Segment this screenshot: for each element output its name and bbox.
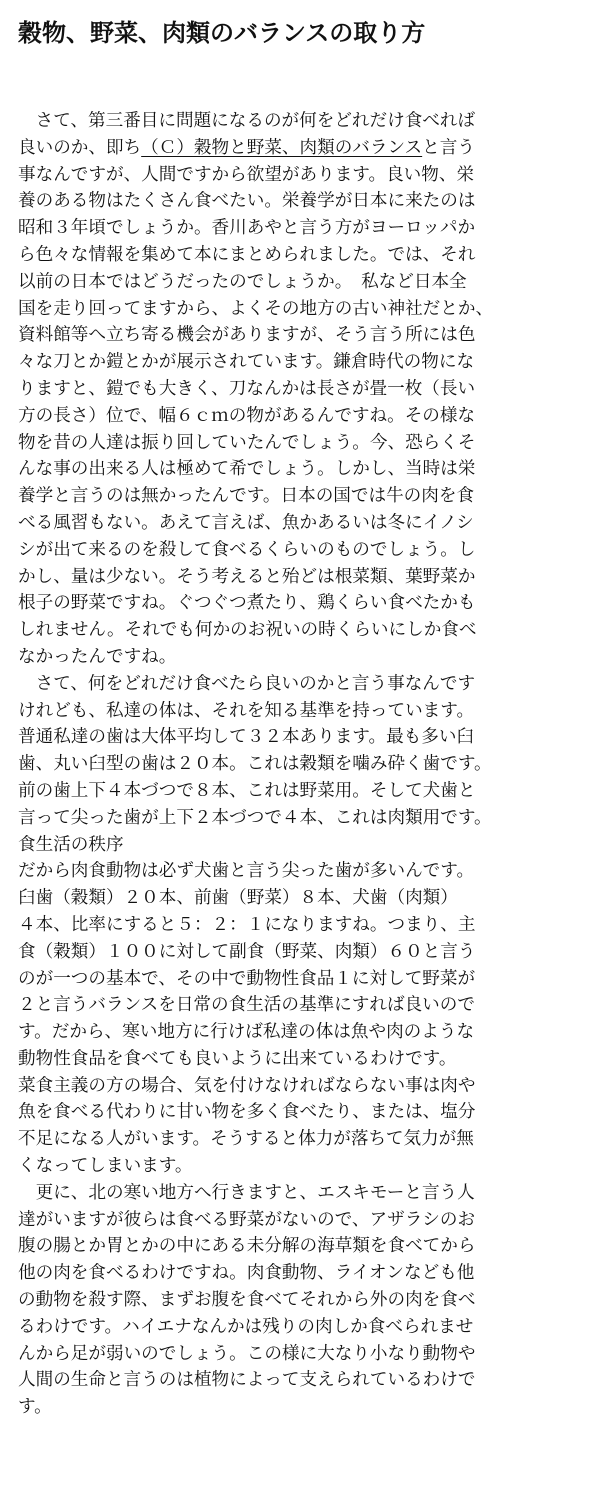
text-line: んな事の出来る人は極めて希でしょう。しかし、当時は栄 [18, 459, 476, 480]
text-line: 以前の日本ではどうだったのでしょうか。 私など日本全 [18, 271, 467, 292]
text-line: 前の歯上下４本づつで８本、これは野菜用。そして犬歯と [18, 780, 476, 801]
line-segment: 良いのか、即ち [18, 137, 142, 158]
text-line: 動物性食品を食べても良いように出来ているわけです。 [18, 1048, 457, 1069]
underlined-phrase: （Ｃ）穀物と野菜、肉類のバランス [141, 137, 423, 158]
section-heading: 食生活の秩序 [18, 834, 124, 855]
text-line: なかったんですね。 [18, 646, 177, 667]
text-line: 菜食主義の方の場合、気を付けなければならない事は肉や [18, 1075, 476, 1096]
text-line: 他の肉を食べるわけですね。肉食動物、ライオンなども他 [18, 1263, 475, 1284]
text-line: ら色々な情報を集めて本にまとめられました。では、それ [18, 244, 476, 265]
text-line: シが出て来るのを殺して食べるくらいのものでしょう。し [18, 539, 476, 560]
text-line: べる風習もない。あえて言えば、魚かあるいは冬にイノシ [18, 512, 474, 533]
text-line: 魚を食べる代わりに甘い物を多く食べたり、または、塩分 [18, 1102, 476, 1123]
text-line: 養学と言うのは無かったんです。日本の国では牛の肉を食 [18, 486, 475, 507]
text-line: けれども、私達の体は、それを知る基準を持っています。 [18, 700, 475, 721]
text-line: 臼歯（穀類）２０本、前歯（野菜）８本、犬歯（肉類） [18, 888, 458, 909]
text-line: 養のある物はたくさん食べたい。栄養学が日本に来たのは [18, 191, 476, 212]
text-line: さて、何をどれだけ食べたら良いのかと言う事なんです [18, 673, 476, 694]
text-line: しれません。それでも何かのお祝いの時くらいにしか食べ [18, 620, 477, 641]
text-line: 々な刀とか鎧とかが展示されています。鎌倉時代の物にな [18, 352, 475, 373]
text-line: 事なんですが、人間ですから欲望があります。良い物、栄 [18, 164, 475, 185]
text-line: んから足が弱いのでしょう。この様に大なり小なり動物や [18, 1343, 476, 1364]
text-line: くなってしまいます。 [18, 1156, 193, 1177]
text-line: だから肉食動物は必ず犬歯と言う尖った歯が多いんです。 [18, 861, 475, 882]
text-line: るわけです。ハイエナなんかは残りの肉しか食べられませ [18, 1316, 474, 1337]
text-line: 達がいますが彼らは食べる野菜がないので、アザラシのお [18, 1209, 476, 1230]
text-line: りますと、鎧でも大きく、刀なんかは長さが畳一枚（長い [18, 378, 476, 399]
text-line: 国を走り回ってますから、よくその地方の古い神社だとか、 [18, 298, 494, 319]
text-line-with-underline [18, 135, 588, 162]
text-line: 根子の野菜ですね。ぐつぐつ煮たり、鶏くらい食べたかも [18, 593, 476, 614]
text-line: 食（穀類）１００に対して副食（野菜、肉類）６０と言う [18, 941, 476, 962]
text-line: 更に、北の寒い地方へ行きますと、エスキモーと言う人 [18, 1182, 475, 1203]
text-line: 物を昔の人達は振り回していたんでしょう。今、恐らくそ [18, 432, 476, 453]
text-line: 普通私達の歯は大体平均して３２本あります。最も多い臼 [18, 727, 475, 748]
text-line: 言って尖った歯が上下２本づつで４本、これは肉類用です。 [18, 807, 492, 828]
text-line: の動物を殺す際、まずお腹を食べてそれから外の肉を食べ [18, 1290, 476, 1311]
text-line: ４本、比率にすると５：２：１になりますね。つまり、主 [18, 914, 476, 935]
text-line: かし、量は少ない。そう考えると殆どは根菜類、葉野菜か [18, 566, 476, 587]
text-line: 腹の腸とか胃とかの中にある未分解の海草類を食べてから [18, 1236, 476, 1257]
text-line: 不足になる人がいます。そうすると体力が落ちて気力が無 [18, 1129, 474, 1150]
text-line: す。だから、寒い地方に行けば私達の体は魚や肉のような [18, 1022, 475, 1043]
text-line: 昭和３年頃でしょうか。香川あやと言う方がヨーロッパか [18, 218, 476, 239]
text-line: す。 [18, 1397, 52, 1418]
line-segment: と言う [422, 137, 475, 158]
text-line: のが一つの基本で、その中で動物性食品１に対して野菜が [18, 968, 476, 989]
text-line: さて、第三番目に問題になるのが何をどれだけ食べれば [18, 111, 476, 131]
text-line: 資料館等へ立ち寄る機会がありますが、そう言う所には色 [18, 325, 476, 346]
text-line: 方の長さ）位で、幅６ｃｍの物があるんですね。その様な [18, 405, 476, 426]
document-body [18, 108, 588, 1421]
text-line: 歯、丸い臼型の歯は２０本。これは穀類を噛み砕く歯です。 [18, 754, 492, 775]
document-title: 穀物、野菜、肉類のバランスの取り方 [18, 19, 426, 47]
text-line: 人間の生命と言うのは植物によって支えられているわけで [18, 1370, 476, 1391]
text-line: ２と言うバランスを日常の食生活の基準にすれば良いので [18, 995, 475, 1016]
